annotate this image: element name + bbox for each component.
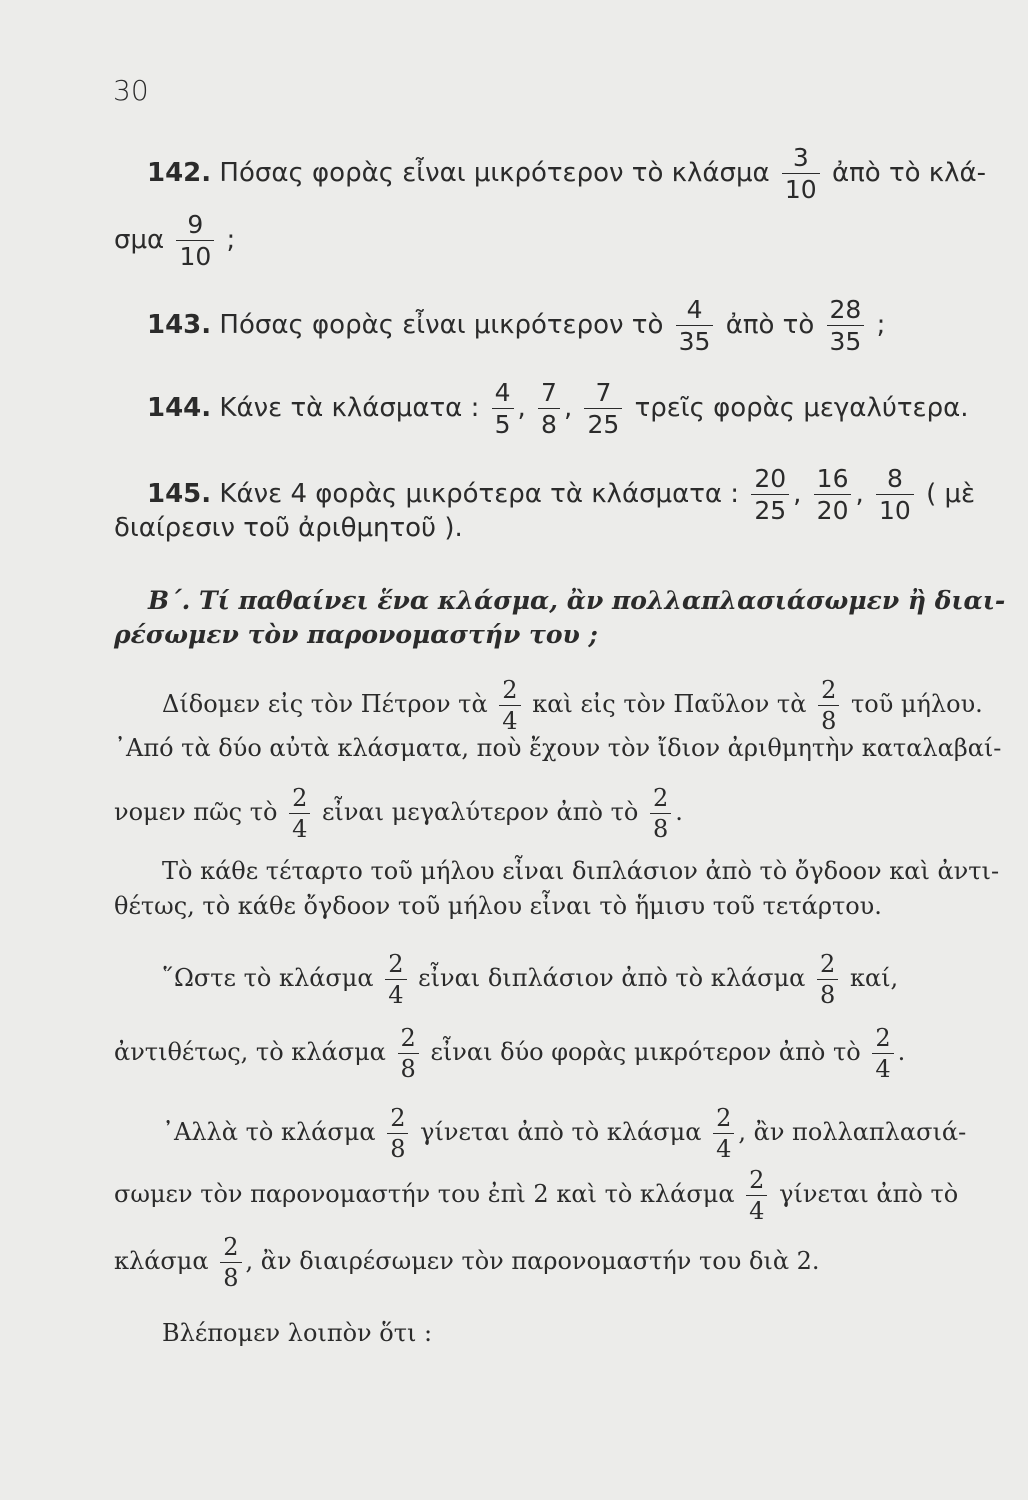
exercise-145-line2: διαίρεσιν τοῦ ἀριθμητοῦ ).	[114, 513, 463, 543]
body-text: νομεν πῶς τὸ	[114, 798, 278, 826]
paragraph-1-line1	[162, 678, 983, 733]
body-text: τοῦ μήλου.	[850, 690, 983, 718]
denominator: 4	[749, 1197, 765, 1225]
numerator: 2	[872, 1026, 893, 1054]
exercise-143	[147, 297, 885, 354]
body-text: εἶναι δύο φορὰς μικρότερον ἀπὸ τὸ	[430, 1038, 861, 1066]
fraction	[827, 297, 865, 354]
numerator: 2	[746, 1168, 767, 1196]
exercise-144: 144. Κάνε τὰ κλάσματα : $\frac{4}{5}$ , $\frac{7}{8}$ , $\frac{7}{25}$ τρεῖς φορὰς μεγαλύτερα.	[147, 378, 969, 439]
body-text: .	[897, 1038, 906, 1066]
paragraph-3-line2	[114, 1026, 905, 1081]
body-text: καί,	[849, 964, 899, 992]
denominator: 35	[678, 327, 711, 356]
denominator: 25	[754, 496, 787, 525]
paragraph-5: Βλέπομεν λοιπὸν ὅτι :	[162, 1319, 433, 1347]
numerator: 2	[398, 1026, 419, 1054]
denominator: 8	[541, 410, 557, 439]
denominator: 8	[820, 981, 836, 1009]
denominator: 4	[292, 815, 308, 843]
exercise-text: σμα	[114, 225, 165, 255]
numerator: 2	[713, 1106, 734, 1134]
numerator: 2	[650, 786, 671, 814]
fraction	[814, 466, 852, 523]
body-text: ἀντιθέτως, τὸ κλάσμα	[114, 1038, 386, 1066]
numerator: 2	[817, 952, 838, 980]
numerator: 2	[385, 952, 406, 980]
exercise-text: τρεῖς φορὰς μεγαλύτερα.	[634, 393, 969, 423]
denominator: 4	[875, 1055, 891, 1083]
paragraph-1-line3	[114, 786, 683, 841]
numerator: 9	[176, 212, 214, 241]
body-text: κλάσμα	[114, 1247, 209, 1275]
body-text: γίνεται ἀπὸ τὸ κλάσμα	[420, 1118, 702, 1146]
body-text: ᾿Αλλὰ τὸ κλάσμα	[162, 1118, 376, 1146]
body-text: εἶναι διπλάσιον ἀπὸ τὸ κλάσμα	[418, 964, 806, 992]
exercise-text: ;	[876, 310, 886, 340]
exercise-text: ;	[226, 225, 236, 255]
exercise-text: Κάνε τὰ κλάσματα :	[219, 393, 480, 423]
denominator: 5	[494, 410, 511, 439]
denominator: 8	[821, 707, 837, 735]
fraction	[176, 212, 214, 269]
body-text: , ἂν πολλαπλασιά-	[738, 1118, 967, 1146]
fraction	[751, 466, 789, 523]
numerator: 20	[751, 466, 789, 495]
paragraph-2-line2: θέτως, τὸ κάθε ὄγδοον τοῦ μήλου εἶναι τὸ ἥμισυ τοῦ τετάρτου.	[114, 892, 882, 920]
numerator: 7	[584, 380, 622, 409]
exercise-text: Πόσας φορὰς εἶναι μικρότερον τὸ κλάσμα	[219, 158, 770, 188]
numerator: 2	[818, 678, 839, 706]
exercise-number: 144.	[147, 393, 212, 423]
denominator: 25	[587, 410, 620, 439]
fraction	[782, 145, 820, 202]
page-number: 30	[113, 74, 149, 107]
body-text: εἶναι μεγαλύτερον ἀπὸ τὸ	[322, 798, 639, 826]
numerator: 16	[814, 466, 852, 495]
fraction	[499, 678, 520, 733]
section-heading-line1: Β΄. Τί παθαίνει ἕνα κλάσμα, ἂν πολλαπλασιάσωμεν ἢ διαι-	[148, 586, 1006, 615]
denominator: 20	[816, 496, 849, 525]
denominator: 4	[716, 1135, 732, 1163]
denominator: 4	[502, 707, 518, 735]
numerator: 2	[387, 1106, 408, 1134]
fraction	[817, 952, 838, 1007]
exercise-text: Κάνε 4 φορὰς μικρότερα τὰ κλάσματα :	[219, 479, 740, 509]
exercise-text: ( μὲ	[926, 479, 976, 509]
denominator: 8	[652, 815, 669, 843]
fraction	[676, 297, 714, 354]
section-heading-line2: ρέσωμεν τὸν παρονομαστήν του ;	[114, 620, 598, 649]
fraction	[872, 1026, 893, 1081]
exercise-text: Πόσας φορὰς εἶναι μικρότερον τὸ	[219, 310, 664, 340]
body-text: γίνεται ἀπὸ τὸ	[779, 1180, 959, 1208]
exercise-142-line2	[114, 212, 235, 269]
numerator: 4	[492, 380, 514, 409]
paragraph-4-line1	[162, 1106, 966, 1161]
body-text: Δίδομεν εἰς τὸν Πέτρον τὰ	[162, 690, 488, 718]
numerator: 28	[827, 297, 865, 326]
numerator: 8	[876, 466, 914, 495]
fraction	[818, 678, 839, 733]
fraction	[713, 1106, 734, 1161]
exercise-number: 142.	[147, 158, 212, 188]
exercise-142-line1	[147, 145, 986, 202]
paragraph-1-line2: ᾿Από τὰ δύο αὐτὰ κλάσματα, ποὺ ἔχουν τὸν ἴδιον ἀριθμητὴν καταλαβαί-	[114, 734, 1002, 762]
denominator: 10	[784, 175, 817, 204]
paragraph-4-line2	[114, 1168, 958, 1223]
fraction	[538, 380, 560, 437]
fraction	[387, 1106, 408, 1161]
numerator: 2	[220, 1235, 241, 1263]
numerator: 2	[289, 786, 310, 814]
denominator: 8	[390, 1135, 406, 1163]
exercise-number: 143.	[147, 310, 212, 340]
body-text: καὶ εἰς τὸν Παῦλον τὰ	[532, 690, 807, 718]
numerator: 7	[538, 380, 560, 409]
denominator: 4	[388, 981, 404, 1009]
exercise-145-line1: 145. Κάνε 4 φορὰς μικρότερα τὰ κλάσματα : $\frac{20}{25}$ , $\frac{16}{20}$ , $\frac{8}{10}$ ( μὲ	[147, 464, 976, 525]
denominator: 8	[223, 1264, 239, 1292]
numerator: 4	[676, 297, 714, 326]
fraction	[876, 466, 914, 523]
paragraph-4-line3	[114, 1235, 820, 1290]
fraction	[220, 1235, 241, 1290]
exercise-text: ἀπὸ τὸ κλά-	[831, 158, 987, 188]
exercise-number: 145.	[147, 479, 212, 509]
fraction	[650, 786, 671, 841]
numerator: 2	[499, 678, 520, 706]
denominator: 10	[179, 242, 212, 271]
denominator: 8	[400, 1055, 416, 1083]
fraction	[289, 786, 310, 841]
body-text: , ἂν διαιρέσωμεν τὸν παρονομαστήν του διὰ 2.	[245, 1247, 820, 1275]
fraction	[398, 1026, 419, 1081]
body-text: .	[675, 798, 683, 826]
denominator: 10	[879, 496, 911, 525]
numerator: 3	[782, 145, 820, 174]
paragraph-3-line1	[162, 952, 898, 1007]
exercise-text: ἀπὸ τὸ	[725, 310, 815, 340]
fraction	[492, 380, 514, 437]
body-text: ῞Ωστε τὸ κλάσμα	[162, 964, 374, 992]
fraction	[584, 380, 622, 437]
body-text: σωμεν τὸν παρονομαστήν του ἐπὶ 2 καὶ τὸ κλάσμα	[114, 1180, 735, 1208]
fraction	[746, 1168, 767, 1223]
denominator: 35	[829, 327, 862, 356]
paragraph-2-line1: Τὸ κάθε τέταρτο τοῦ μήλου εἶναι διπλάσιον ἀπὸ τὸ ὄγδοον καὶ ἀντι-	[162, 857, 1000, 885]
fraction	[385, 952, 406, 1007]
